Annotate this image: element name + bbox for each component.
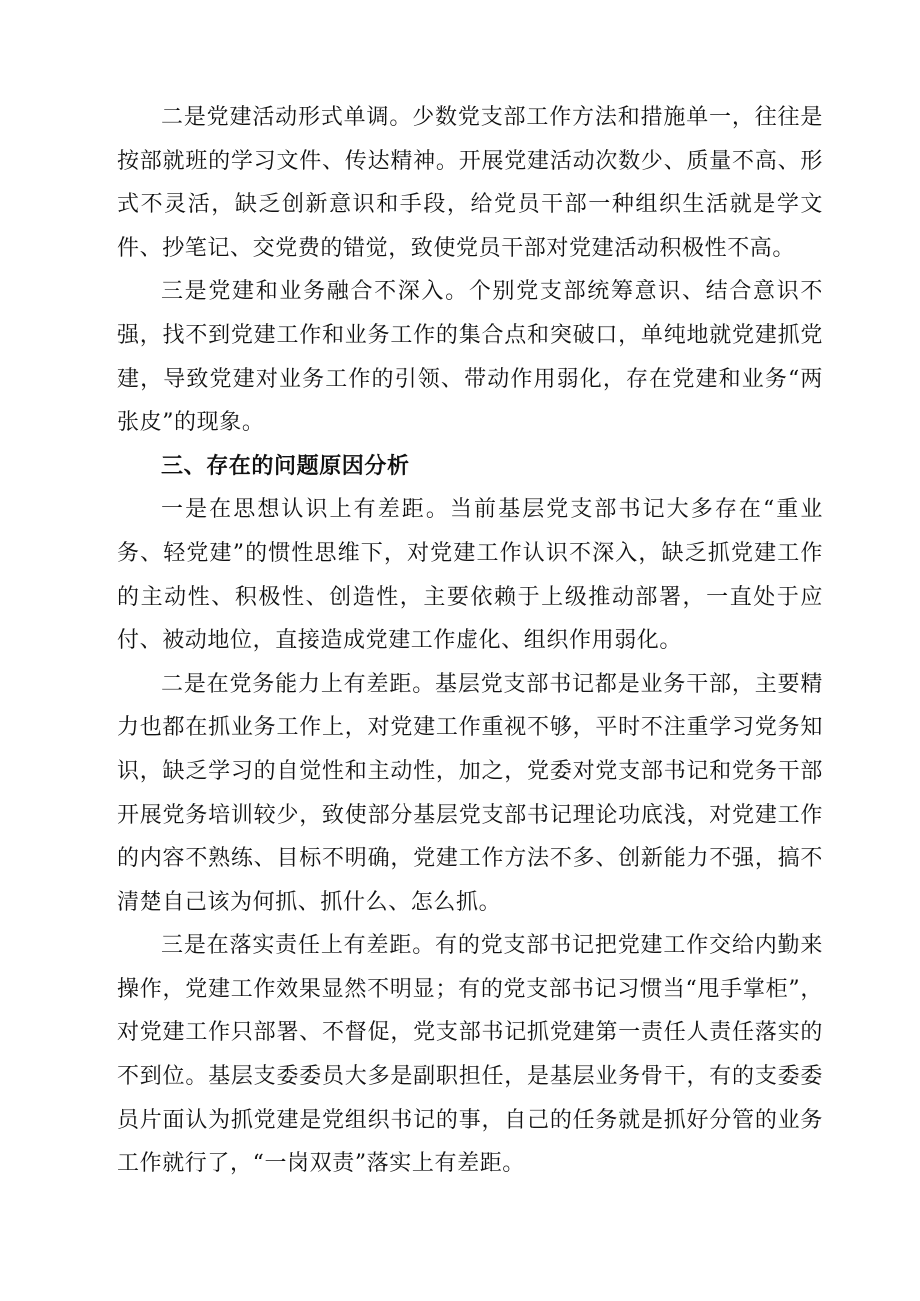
document-body (117, 96, 823, 1186)
paragraph-responsibility: 三是在落实责任上有差距。有的党支部书记把党建工作交给内勤来操作，党建工作效果显然不明显；有的党支部书记习惯当“甩手掌柜”，对党建工作只部署、不督促，党支部书记抓党建第一责任人责任落实的不到位。基层支委委员大多是副职担任，是基层业务骨干，有的支委委员片面认为抓党建是党组织书记的事，自己的任务就是抓好分管的业务工作就行了，“一岗双责”落实上有差距。 (117, 933, 823, 1177)
paragraph-activity-form: 二是党建活动形式单调。少数党支部工作方法和措施单一，往往是按部就班的学习文件、传达精神。开展党建活动次数少、质量不高、形式不灵活，缺乏创新意识和手段，给党员干部一种组织生活就是学文件、抄笔记、交党费的错觉，致使党员干部对党建活动积极性不高。 (117, 105, 823, 261)
paragraph-party-affairs-ability: 二是在党务能力上有差距。基层党支部书记都是业务干部，主要精力也都在抓业务工作上，对党建工作重视不够，平时不注重学习党务知识，缺乏学习的自觉性和主动性，加之，党委对党支部书记和党务干部开展党务培训较少，致使部分基层党支部书记理论功底浅，对党建工作的内容不熟练、目标不明确，党建工作方法不多、创新能力不强，搞不清楚自己该为何抓、抓什么、怎么抓。 (117, 671, 823, 915)
paragraph-integration: 三是党建和业务融合不深入。个别党支部统筹意识、结合意识不强，找不到党建工作和业务工作的集合点和突破口，单纯地就党建抓党建，导致党建对业务工作的引领、带动作用弱化，存在党建和业务“两张皮”的现象。 (117, 279, 823, 436)
paragraph-ideological-awareness: 一是在思想认识上有差距。当前基层党支部书记大多存在“重业务、轻党建”的惯性思维下，对党建工作认识不深入，缺乏抓党建工作的主动性、积极性、创造性，主要依赖于上级推动部署，一直处于应付、被动地位，直接造成党建工作虚化、组织作用弱化。 (117, 497, 823, 654)
section-heading: 三、存在的问题原因分析 (161, 453, 410, 479)
